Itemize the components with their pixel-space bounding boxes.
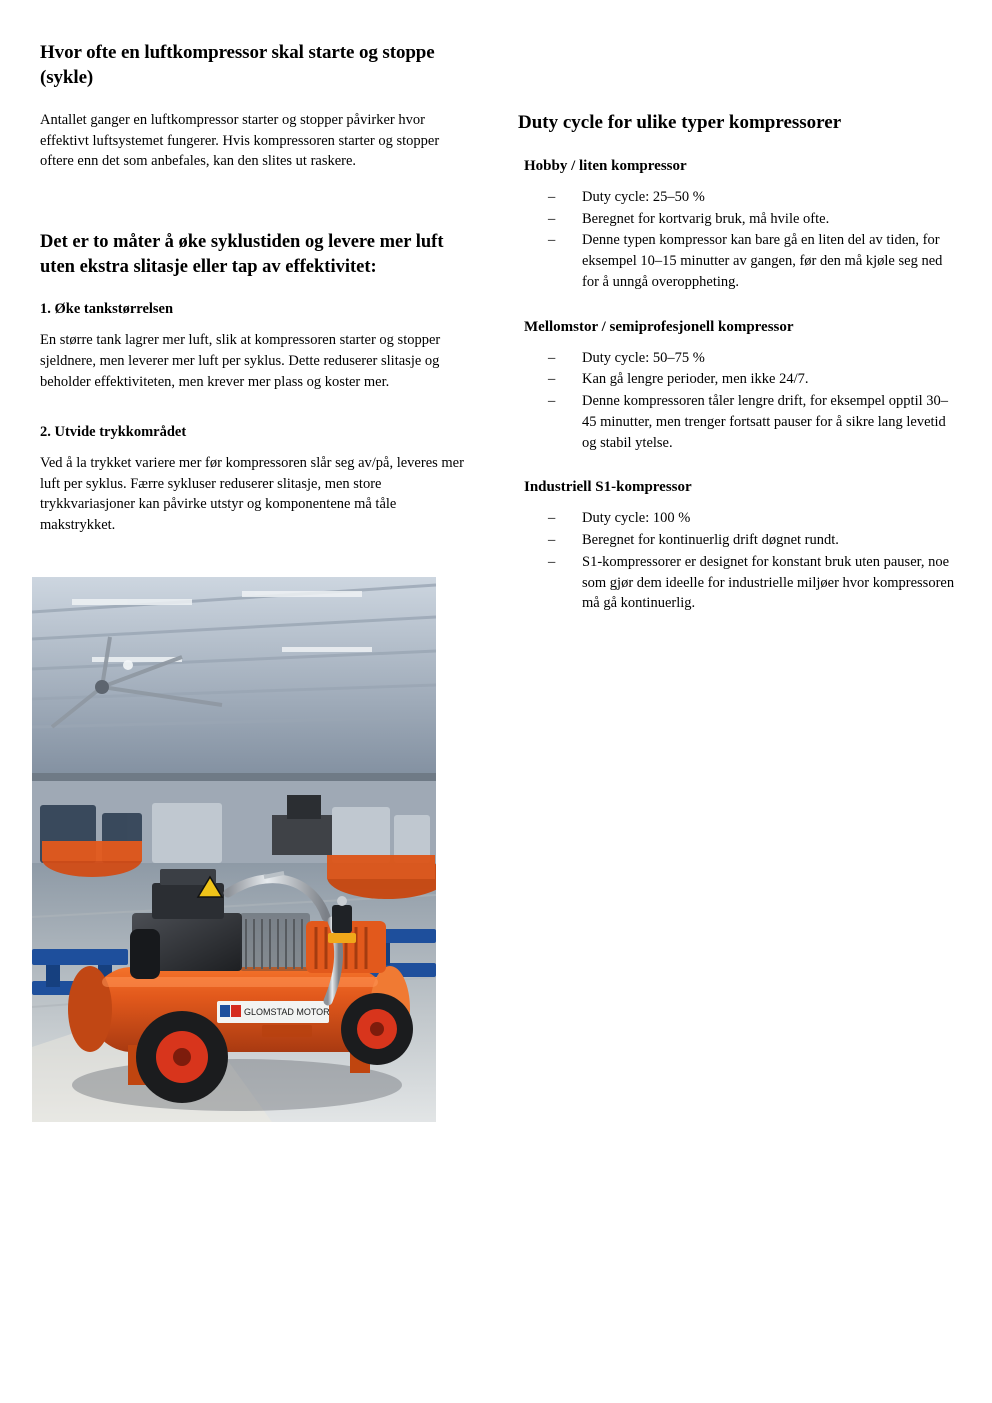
spacer (40, 293, 470, 301)
group-mellomstor (518, 319, 956, 454)
list-item: – Duty cycle: 100 % (548, 508, 956, 529)
subsection-2-heading: 2. Utvide trykkområdet (40, 424, 187, 441)
right-column (518, 112, 956, 640)
list-item: – Duty cycle: 50–75 % (548, 348, 956, 369)
group-industriell-heading: Industriell S1-kompressor (524, 479, 692, 496)
section-heading: Det er to måter å øke syklustiden og levere mer luft uten ekstra slitasje eller tap av effektivitet: (40, 231, 444, 277)
group-industriell (518, 479, 956, 614)
group-hobby-list (518, 187, 956, 293)
list-item: – Beregnet for kontinuerlig drift døgnet rundt. (548, 530, 956, 551)
svg-text:GLOMSTAD MOTOR: GLOMSTAD MOTOR (244, 1007, 330, 1017)
group-mellomstor-heading: Mellomstor / semiprofesjonell kompressor (524, 318, 794, 335)
subsection-1-heading: 1. Øke tankstørrelsen (40, 301, 174, 318)
subsection-2-body: Ved å la trykket variere mer før kompressoren slår seg av/på, leveres mer luft per syklus. Færre sykluser reduserer slitasje, men store trykkvariasjoner kan påvirke utstyr og komponentene må tåle makstrykket. (40, 455, 464, 533)
spacer (40, 186, 470, 230)
list-item: – S1-kompressorer er designet for konstant bruk uten pauser, noe som gjør dem ideelle for industrielle miljøer hvor kompressoren må gå kontinuerlig. (548, 552, 956, 614)
duty-cycle-title: Duty cycle for ulike typer kompressorer (518, 112, 842, 133)
list-item: – Denne kompressoren tåler lengre drift, for eksempel opptil 30–45 minutter, men trenger fortsatt pauser for å sikre lang levetid og stabil ytelse. (548, 391, 956, 453)
spacer (40, 406, 470, 424)
subsection-1-body: En større tank lagrer mer luft, slik at kompressoren starter og stopper sjeldnere, men leverer mer luft per syklus. Dette reduserer slitasje og beholder effektiviteten, men krever mer plass og koster mer. (40, 332, 441, 390)
list-item: – Denne typen kompressor kan bare gå en liten del av tiden, for eksempel 10–15 minutter av gangen, før den må kjøle seg ned for å unngå overoppheting. (548, 230, 956, 292)
compressor-photo (32, 577, 436, 1122)
page-title: Hvor ofte en luftkompressor skal starte og stoppe (sykle) (40, 42, 435, 89)
left-column (40, 40, 470, 550)
list-item: – Beregnet for kortvarig bruk, må hvile ofte. (548, 209, 956, 230)
group-hobby-heading: Hobby / liten kompressor (524, 158, 687, 174)
group-industriell-list (518, 508, 956, 614)
intro-paragraph: Antallet ganger en luftkompressor starter og stopper påvirker hvor effektivt luftsystemet fungerer. Hvis kompressoren starter og stopper oftere enn det som anbefales, kan den slites ut raskere. (40, 112, 440, 170)
list-item: – Kan gå lengre perioder, men ikke 24/7. (548, 369, 956, 390)
list-item: – Duty cycle: 25–50 % (548, 187, 956, 208)
group-hobby (518, 158, 956, 293)
group-mellomstor-list (518, 348, 956, 454)
